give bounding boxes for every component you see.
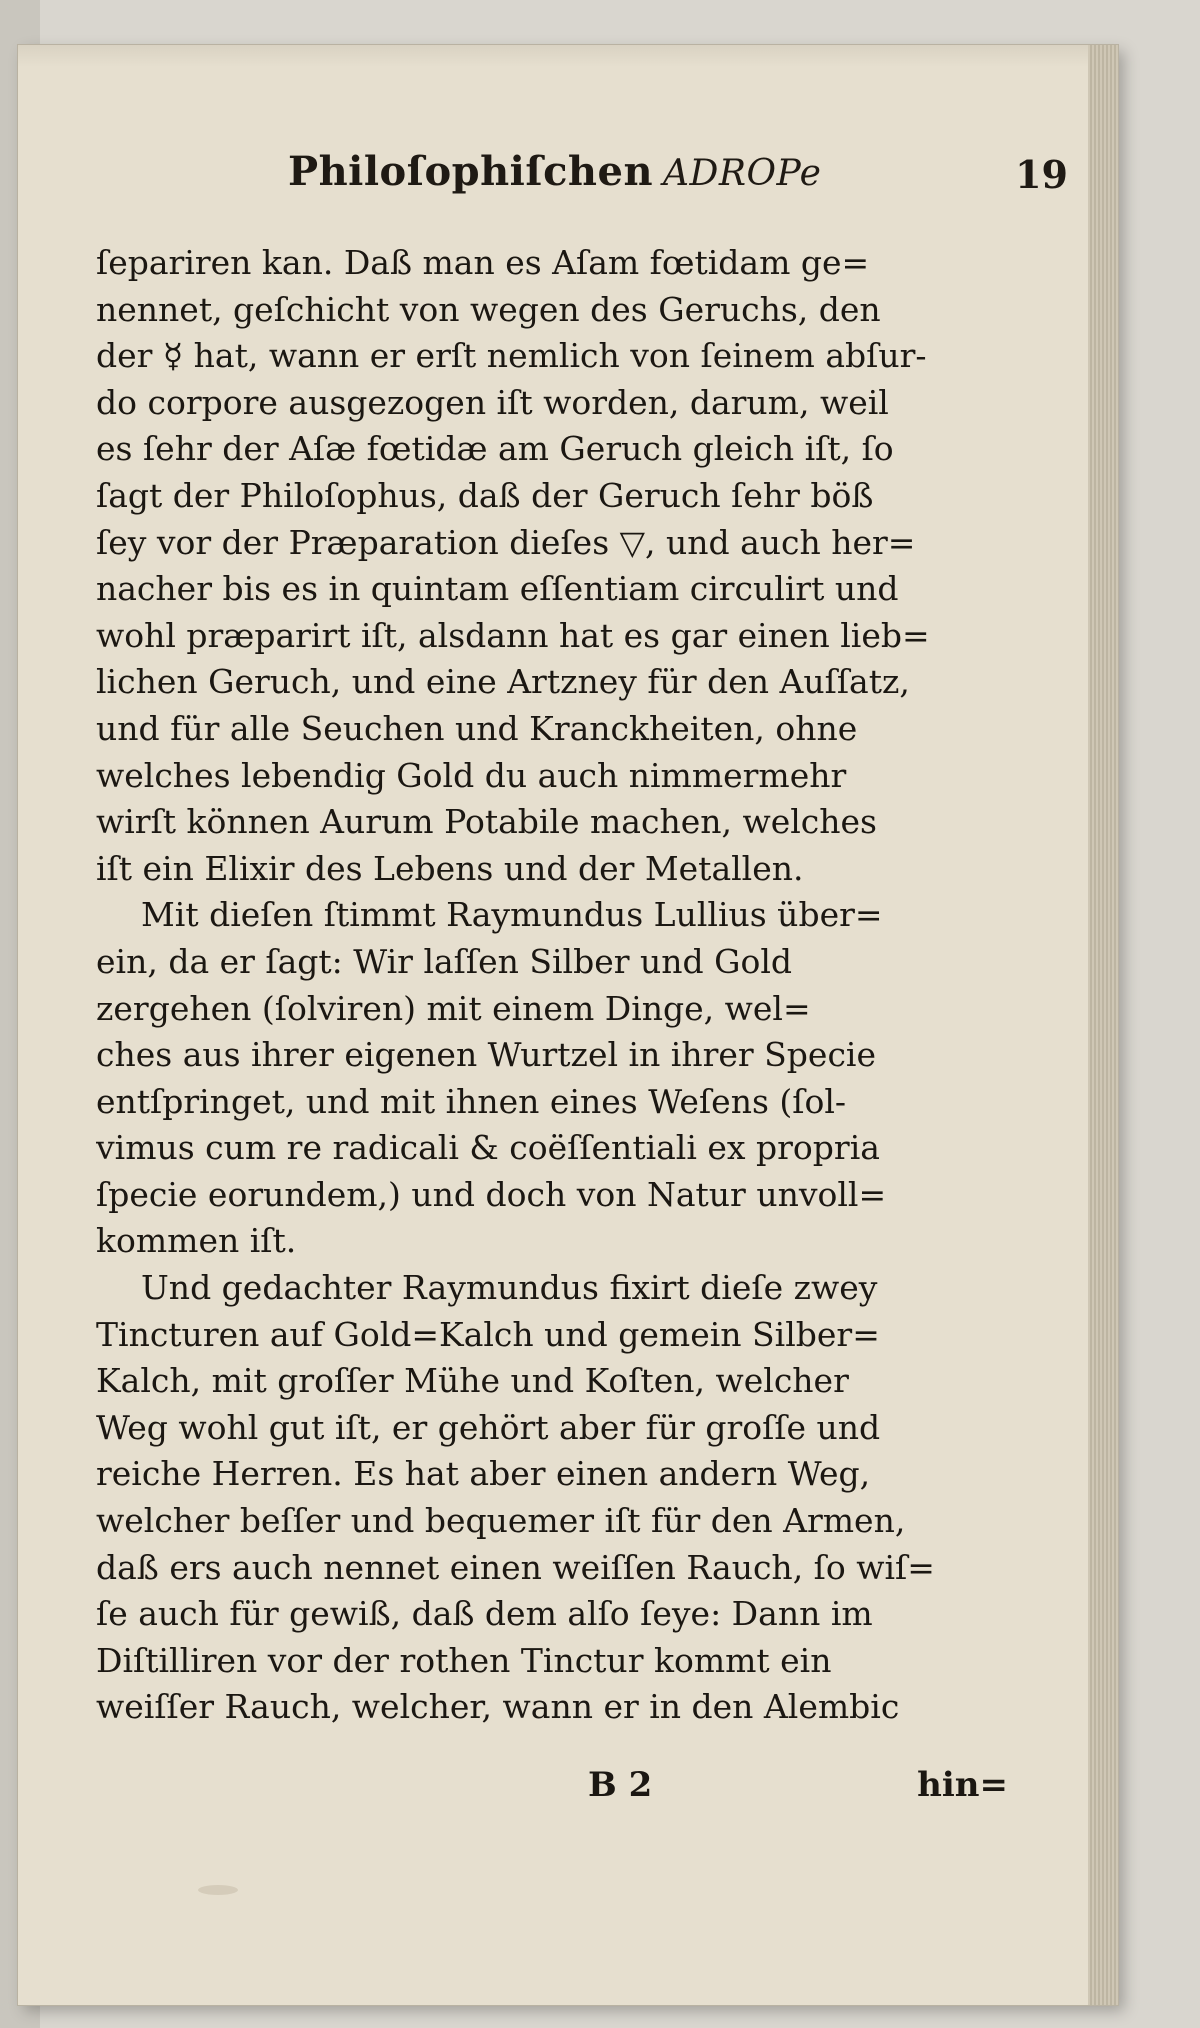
text-line: ein, da er ſagt: Wir laſſen Silber und Gold — [96, 941, 793, 981]
page-top-edge — [18, 45, 1118, 67]
text-line: Diſtilliren vor der rothen Tinctur kommt ein — [96, 1640, 832, 1680]
book-page — [18, 45, 1118, 2005]
text-line: do corpore ausgezogen iſt worden, darum, weil — [96, 382, 889, 422]
running-title-latin: ADROPe — [663, 153, 822, 194]
text-line: wirſt können Aurum Potabile machen, welches — [96, 802, 877, 842]
text-line: Weg wohl gut iſt, er gehört aber für groſſe und — [96, 1407, 881, 1447]
text-line: entſpringet, und mit ihnen eines Weſens (ſol- — [96, 1081, 847, 1121]
body-text — [96, 240, 1001, 1731]
text-line: Mit dieſen ſtimmt Raymundus Lullius über= — [141, 895, 883, 935]
text-line: ches aus ihrer eigenen Wurtzel in ihrer Specie — [96, 1035, 877, 1075]
text-line: zergehen (ſolviren) mit einem Dinge, wel= — [96, 988, 811, 1028]
text-line: ſe auch für gewiß, daß dem alſo ſeye: Dann im — [96, 1594, 873, 1634]
text-line: kommen iſt. — [96, 1221, 297, 1261]
text-line: Und gedachter Raymundus fixirt dieſe zwey — [141, 1268, 878, 1308]
page-fore-edge — [1088, 45, 1118, 2005]
paper-stain — [198, 1885, 238, 1895]
text-line: vimus cum re radicali & coëſſentiali ex propria — [96, 1128, 880, 1168]
text-line: iſt ein Elixir des Lebens und der Metallen. — [96, 848, 804, 888]
text-line: es ſehr der Aſæ fœtidæ am Geruch gleich iſt, ſo — [96, 429, 894, 469]
text-line: daß ers auch nennet einen weiſſen Rauch, ſo wiſ= — [96, 1547, 935, 1587]
catchword: hin= — [917, 1765, 1008, 1805]
running-title — [288, 148, 821, 195]
text-line: ſey vor der Præparation dieſes ▽, und auch her= — [96, 522, 916, 562]
text-line: ſepariren kan. Daß man es Aſam fœtidam ge= — [96, 243, 870, 282]
signature-mark: B 2 — [588, 1765, 653, 1805]
text-line: wohl præparirt iſt, alsdann hat es gar einen lieb= — [96, 615, 930, 655]
text-line: welches lebendig Gold du auch nimmermehr — [96, 755, 847, 795]
page-footer — [588, 1765, 1008, 1815]
text-line: der ☿ hat, wann er erſt nemlich von ſeinem abſur- — [96, 336, 927, 376]
text-line: reiche Herren. Es hat aber einen andern Weg, — [96, 1454, 871, 1494]
running-header — [288, 140, 1068, 230]
text-line: welcher beſſer und bequemer iſt für den Armen, — [96, 1501, 906, 1541]
text-line: ſagt der Philoſophus, daß der Geruch ſehr böß — [96, 475, 874, 515]
text-line: ſpecie eorundem,) und doch von Natur unvoll= — [96, 1174, 887, 1214]
text-line: Kalch, mit groſſer Mühe und Koſten, welcher — [96, 1361, 849, 1401]
running-title-german: Philoſophiſchen — [288, 148, 654, 195]
text-line: nennet, geſchicht von wegen des Geruchs, den — [96, 289, 881, 329]
page-number: 19 — [1015, 152, 1068, 197]
text-line: lichen Geruch, und eine Artzney für den Auſſatz, — [96, 662, 910, 702]
text-line: weiſſer Rauch, welcher, wann er in den Alembic — [96, 1687, 900, 1727]
text-line: Tincturen auf Gold=Kalch und gemein Silber= — [96, 1314, 880, 1354]
text-line: nacher bis es in quintam eſſentiam circulirt und — [96, 569, 899, 609]
text-line: und für alle Seuchen und Kranckheiten, ohne — [96, 708, 858, 748]
